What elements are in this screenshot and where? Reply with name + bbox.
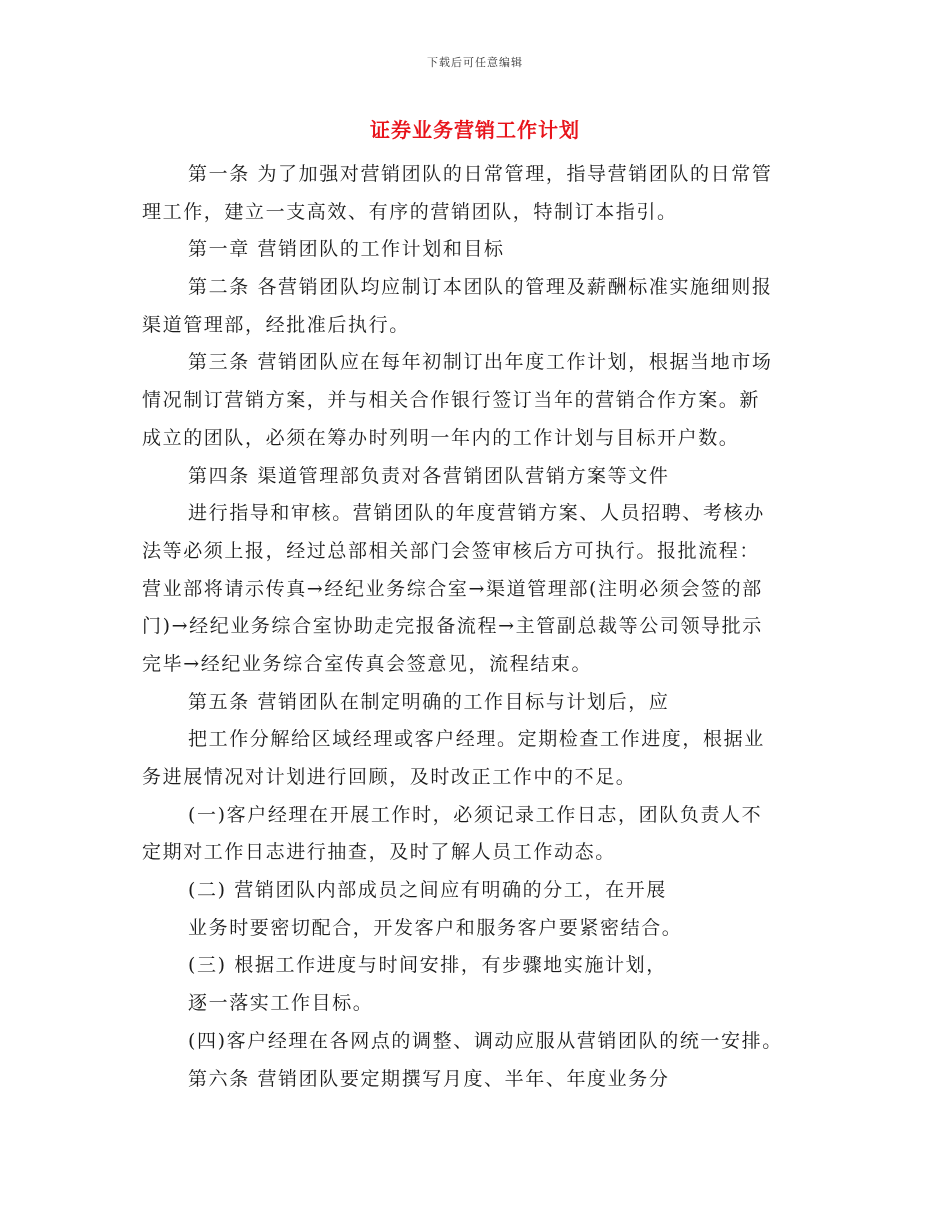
text-line: 第六条 营销团队要定期撰写月度、半年、年度业务分 bbox=[188, 1067, 670, 1090]
text-line: 第一章 营销团队的工作计划和目标 bbox=[188, 238, 505, 261]
page-header-note: 下载后可任意编辑 bbox=[427, 56, 523, 69]
text-line: 务进展情况对计划进行回顾，及时改正工作中的不足。 bbox=[142, 766, 637, 788]
text-line: (一)客户经理在开展工作时，必须记录工作日志，团队负责人不 bbox=[188, 803, 763, 826]
text-line: 把工作分解给区域经理或客户经理。定期检查工作进度，根据业 bbox=[188, 728, 765, 751]
text-line: 法等必须上报，经过总部相关部门会签审核后方可执行。报批流程： bbox=[142, 539, 761, 562]
text-line: 第五条 营销团队在制定明确的工作目标与计划后，应 bbox=[188, 690, 670, 713]
text-line: 第二条 各营销团队均应制订本团队的管理及薪酬标准实施细则报 bbox=[188, 276, 773, 299]
text-line: 成立的团队，必须在筹办时列明一年内的工作计划与目标开户数。 bbox=[142, 426, 740, 449]
text-line: 业务时要密切配合，开发客户和服务客户要紧密结合。 bbox=[188, 916, 683, 939]
text-line: 渠道管理部，经批准后执行。 bbox=[142, 313, 410, 336]
text-line: (四)客户经理在各网点的调整、调动应服从营销团队的统一安排。 bbox=[188, 1029, 783, 1052]
text-line: 完毕→经纪业务综合室传真会签意见，流程结束。 bbox=[142, 652, 593, 675]
text-line: (二) 营销团队内部成员之间应有明确的分工，在开展 bbox=[188, 879, 667, 902]
text-line: (三) 根据工作进度与时间安排，有步骤地实施计划， bbox=[188, 954, 667, 977]
text-line: 定期对工作日志进行抽查，及时了解人员工作动态。 bbox=[142, 841, 616, 864]
document-body bbox=[142, 156, 812, 1098]
document-title: 证券业务营销工作计划 bbox=[370, 118, 580, 142]
text-line: 逐一落实工作目标。 bbox=[188, 992, 374, 1015]
text-line: 第四条 渠道管理部负责对各营销团队营销方案等文件 bbox=[188, 464, 670, 487]
text-line: 门)→经纪业务综合室协助走完报备流程→主管副总裁等公司领导批示 bbox=[142, 615, 763, 638]
text-line: 情况制订营销方案，并与相关合作银行签订当年的营销合作方案。新 bbox=[142, 389, 761, 412]
text-line: 进行指导和审核。营销团队的年度营销方案、人员招聘、考核办 bbox=[188, 502, 765, 525]
text-line: 营业部将请示传真→经纪业务综合室→渠道管理部(注明必须会签的部 bbox=[142, 577, 763, 600]
text-line: 理工作，建立一支高效、有序的营销团队，特制订本指引。 bbox=[142, 200, 678, 223]
text-line: 第一条 为了加强对营销团队的日常管理，指导营销团队的日常管 bbox=[188, 163, 773, 185]
text-line: 第三条 营销团队应在每年初制订出年度工作计划，根据当地市场 bbox=[188, 351, 773, 374]
